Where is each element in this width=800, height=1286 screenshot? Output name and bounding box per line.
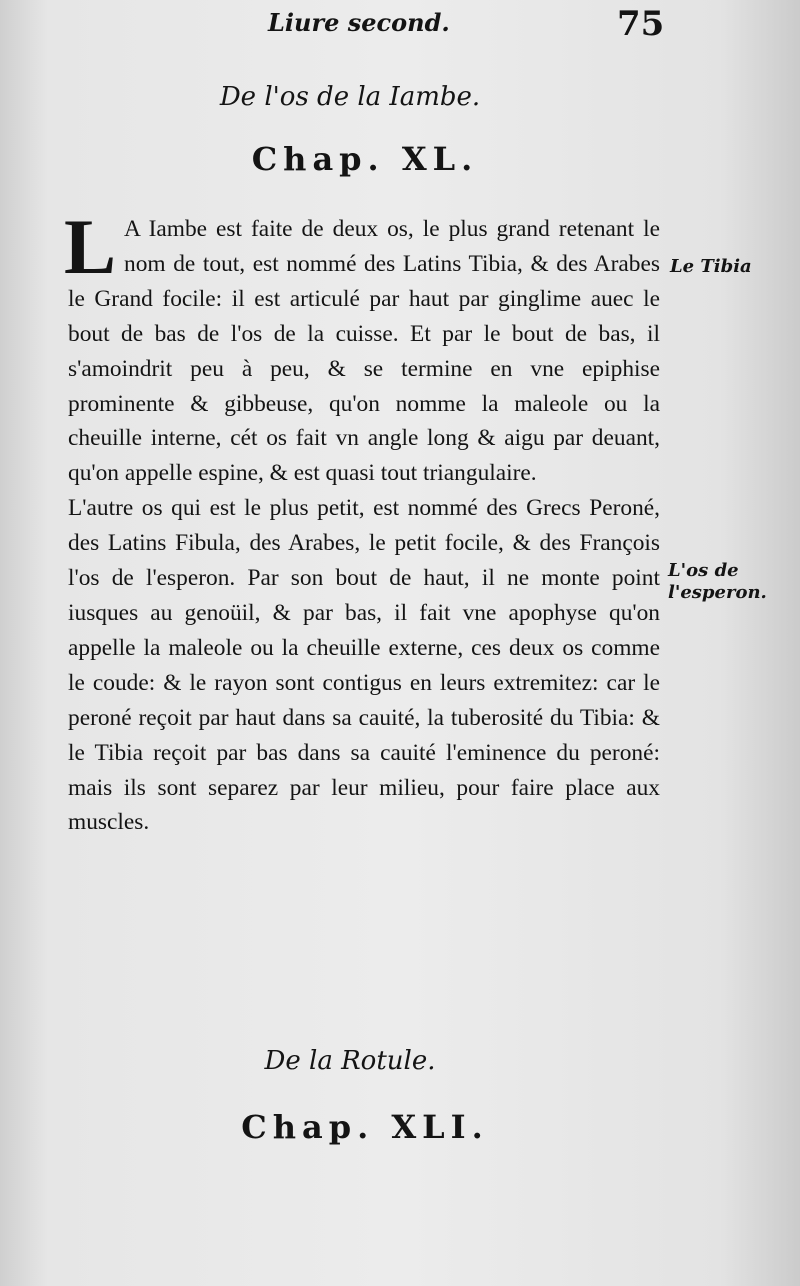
- section-title-rotule: De la Rotule.: [264, 1046, 436, 1076]
- paragraph-perone: L'autre os qui est le plus petit, est nommé des Grecs Peroné, des Latins Fibula, des Arabes, le petit focile, & des François l'os de l'esperon. Par son bout de haut, il ne monte point iusques au genoüil, & par bas, il fait vne apophyse qu'on appelle la maleole ou la cheuille externe, ces deux os comme le coude: & le rayon sont contigus en leurs extremitez: car le peroné reçoit par haut dans sa cauité, la tuberosité du Tibia: & le Tibia reçoit par bas dans sa cauité l'eminence du peroné: mais ils sont separez par leur milieu, pour faire place aux muscles.: [68, 495, 660, 836]
- chapter-heading-41: Chap. XLI.: [241, 1108, 489, 1146]
- paragraph-tibia-text: A Iambe est faite de deux os, le plus grand retenant le nom de tout, est nommé des Latins Tibia, & des Arabes le Grand focile: il est articulé par haut par ginglime auec le bout de bas de l'os de la cuisse. Et par le bout de bas, il s'amoindrit peu à peu, & se termine en vne epiphise prominente & gibbeuse, qu'on nomme la maleole ou la cheuille interne, cét os fait vn angle long & aigu par deuant, qu'on appelle espine, & est quasi tout triangulaire.: [68, 216, 660, 487]
- drop-cap: L: [64, 203, 117, 290]
- paragraph-tibia: [64, 203, 660, 491]
- running-title: Liure second.: [268, 8, 450, 37]
- page-number: 75: [617, 4, 665, 44]
- chapter-40-text: [64, 203, 660, 840]
- section-title-tibia: De l'os de la Iambe.: [219, 82, 481, 112]
- margin-note-esperon: L'os de l'esperon.: [668, 560, 767, 603]
- chapter-heading-40: Chap. XL.: [251, 140, 479, 178]
- margin-note-tibia: Le Tibia: [670, 256, 752, 277]
